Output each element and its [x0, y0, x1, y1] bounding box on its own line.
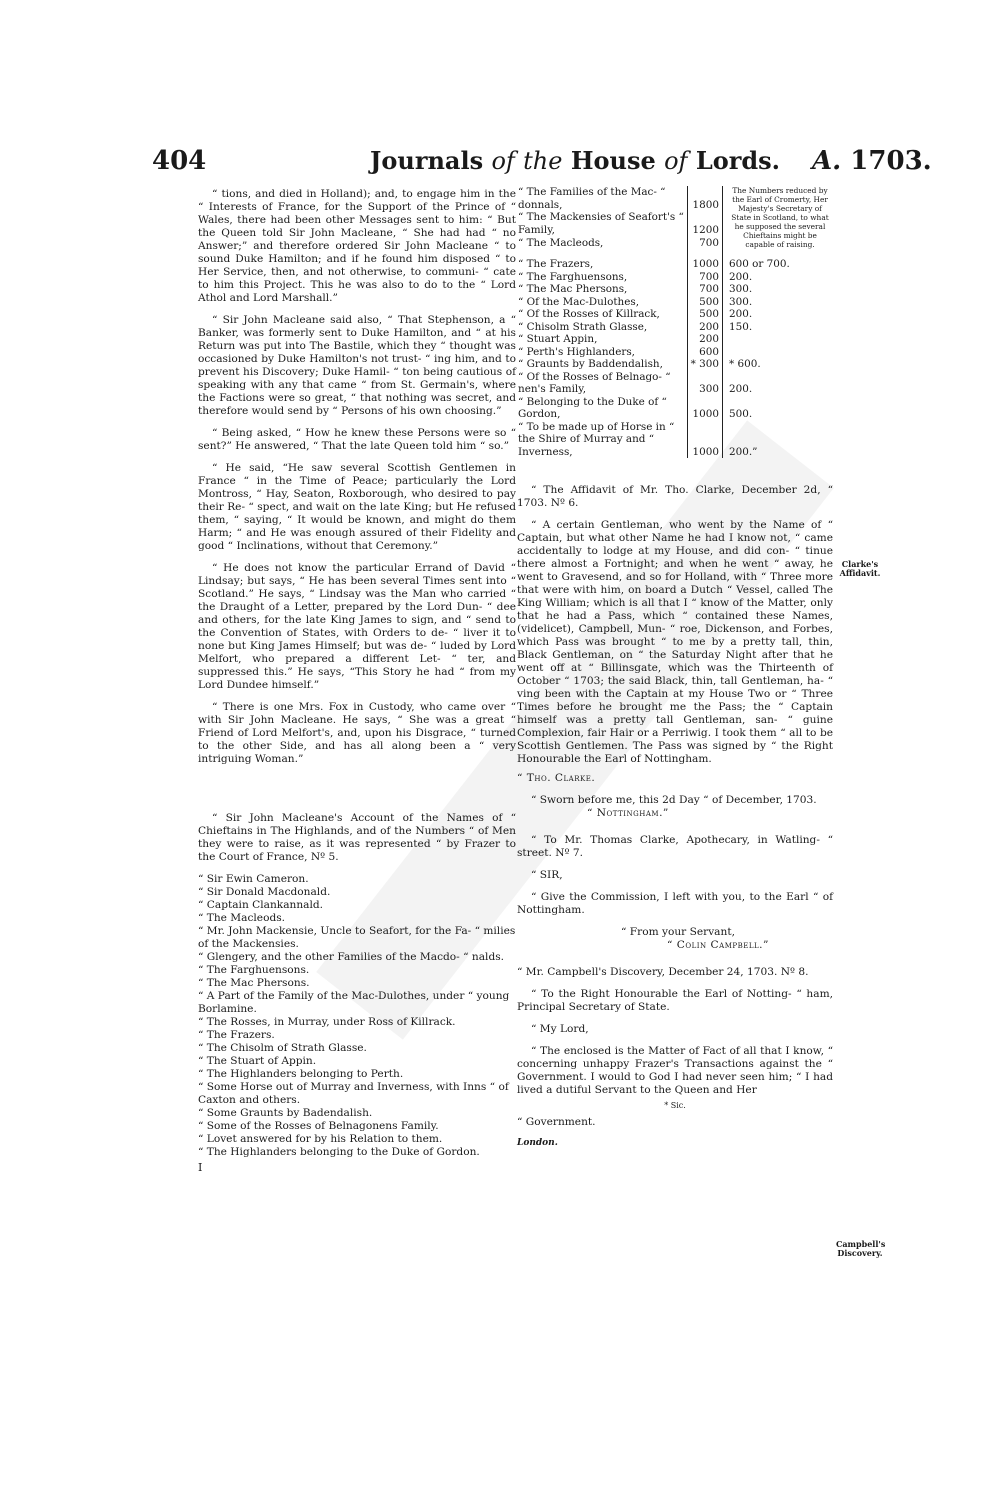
table-cell-number: * 300 — [688, 358, 723, 371]
table-row — [517, 396, 833, 421]
paragraph: “ tions, and died in Holland); and, to engage him in the “ Interests of France, for the Support of the Prince of “ Wales, there had been other Messages sent to him: “ But the Queen told Sir John Macleane, “ She had had “ no Answer;” and therefore ordered Sir John Macleane “ to sound Duke Hamilton; and if he found him disposed “ to Her Service, then, and not otherwise, to communi- “ cate to him this Project. This he was also to do to the “ Lord Athol and Lord Marshall.” — [198, 188, 516, 304]
letter-place: London. — [517, 1138, 558, 1148]
letter-signature: “ Colin Campbell.” — [667, 939, 769, 951]
table-cell-name: “ Belonging to the Duke of “ Gordon, — [518, 395, 667, 420]
list-item: “ Some Horse out of Murray and Inverness, with Inns “ of Caxton and others. — [198, 1081, 509, 1106]
table-cell-name: “ The Families of the Mac- “ donnals, — [518, 186, 666, 211]
table-cell-reduced: 150. — [729, 320, 753, 333]
table-cell-number: 200 — [688, 333, 723, 346]
table-row — [517, 371, 833, 396]
account-heading: “ Sir John Macleane's Account of the Names of “ Chieftains in The Highlands, and of the Numbers “ of Men they were to raise, as it was represented “ by Frazer to the Court of France, Nº 5. — [198, 812, 516, 863]
list-item: “ The Mac Phersons. — [198, 977, 310, 989]
list-item: “ Sir Donald Macdonald. — [198, 886, 331, 898]
title-word: House — [570, 146, 656, 175]
table-row — [517, 346, 833, 359]
table-cell-number: 700 — [688, 283, 723, 296]
table-cell-number: 200 — [688, 321, 723, 334]
table-cell-number: 1000 — [688, 396, 723, 421]
table-cell-name: “ The Frazers, — [518, 258, 594, 270]
table-cell-number: 600 — [688, 346, 723, 359]
list-item: “ Some of the Rosses of Belnagonens Family. — [198, 1120, 439, 1132]
table-cell-reduced: 300. — [729, 295, 753, 308]
year-value: 1703. — [850, 146, 932, 176]
table-cell-number: 1800 — [688, 186, 723, 211]
title-word: Journals — [370, 146, 484, 175]
table-cell-reduced: 500. — [729, 408, 753, 420]
margin-note-clarke: Clarke's Affidavit. — [839, 559, 881, 578]
sworn-statement: “ Sworn before me, this 2d Day “ of December, 1703. — [531, 794, 817, 806]
table-row — [517, 296, 833, 309]
table-cell-reduced: 200.” — [729, 445, 758, 458]
title-word: Lords. — [695, 146, 780, 175]
table-row — [517, 186, 833, 211]
list-item: “ The Frazers. — [198, 1029, 275, 1041]
discovery-title: “ Mr. Campbell's Discovery, December 24, 1703. Nº 8. — [517, 966, 809, 978]
list-item: “ Mr. John Mackensie, Uncle to Seafort, for the Fa- “ milies of the Mackensies. — [198, 925, 516, 950]
letter-closing: “ From your Servant, — [621, 926, 735, 938]
affidavit-signature: “ Tho. Clarke. — [517, 772, 596, 784]
paragraph: “ He does not know the particular Errand of David “ Lindsay; but says, “ He has been several Times sent into “ Scotland.” He says, “ Lindsay was the Man who carried “ the Draught of a Letter, prepared by the Lord Dun- “ dee and others, for the late King James to sign, and “ send to the Convention of States, with Orders to de- “ liver it to none but King James Himself; but was de- “ luded by Lord Melfort, who prepared a different Let- “ ter, and suppressed this.” He says, “This Story he had “ from my Lord Dundee himself.” — [198, 562, 516, 691]
table-cell-number: 700 — [688, 271, 723, 284]
table-row — [517, 258, 833, 271]
letter-salutation: “ SIR, — [531, 869, 563, 881]
table-cell-number: 300 — [688, 371, 723, 396]
table-cell-name: “ The Macleods, — [518, 236, 604, 249]
table-row — [517, 308, 833, 321]
title-word: of — [491, 147, 515, 175]
list-item: “ Lovet answered for by his Relation to them. — [198, 1133, 443, 1145]
table-cell-number: 700 — [688, 236, 723, 249]
table-cell-name: “ Chisolm Strath Glasse, — [518, 320, 648, 333]
table-row — [517, 421, 833, 459]
table-cell-number: 1000 — [688, 258, 723, 271]
table-cell-reduced: 200. — [729, 270, 753, 283]
table-cell-name: “ Graunts by Baddendalish, — [518, 358, 663, 370]
left-column — [198, 188, 516, 1174]
table-cell-name: “ Of the Mac-Dulothes, — [518, 295, 640, 308]
paragraph: “ There is one Mrs. Fox in Custody, who came over “ with Sir John Macleane. He says, “ She was a great “ Friend of Lord Melfort's, and, upon his Disgrace, “ turned to the other Side, and has all along been a “ very intriguing Woman.” — [198, 701, 516, 765]
table-cell-name: “ Of the Rosses of Killrack, — [518, 308, 660, 320]
table-cell-name: “ The Farghuensons, — [518, 270, 628, 283]
table-cell-name: “ To be made up of Horse in “ the Shire of Murray and “ Inverness, — [518, 420, 675, 458]
title-word: the — [523, 147, 563, 175]
letter-body: “ Give the Commission, I left with you, to the Earl “ of Nottingham. — [517, 891, 833, 916]
list-item: “ Sir Ewin Cameron. — [198, 873, 309, 885]
signature-mark: I — [198, 1161, 203, 1174]
table-gap-row — [517, 249, 833, 258]
list-item: “ Some Graunts by Badendalish. — [198, 1107, 373, 1119]
affidavit-title: “ The Affidavit of Mr. Tho. Clarke, December 2d, “ 1703. Nº 6. — [517, 484, 833, 509]
table-cell-reduced: 600 or 700. — [729, 258, 790, 270]
list-item: “ The Chisolm of Strath Glasse. — [198, 1042, 367, 1054]
page-number: 404 — [152, 146, 207, 176]
table-row — [517, 283, 833, 296]
list-item: “ The Highlanders belonging to the Duke of Gordon. — [198, 1146, 480, 1158]
sworn-signature: “ Nottingham.” — [587, 807, 669, 819]
list-item: “ The Macleods. — [198, 912, 286, 924]
year-prefix: A. — [812, 146, 842, 176]
table-cell-reduced — [723, 346, 834, 359]
table-row — [517, 321, 833, 334]
right-column — [517, 186, 833, 1138]
list-item: “ The Highlanders belonging to Perth. — [198, 1068, 404, 1080]
table-cell-number: 1200 — [688, 211, 723, 236]
running-year — [812, 146, 932, 186]
letter-address: “ To Mr. Thomas Clarke, Apothecary, in Watling- “ street. Nº 7. — [517, 834, 833, 859]
discovery-salutation: “ My Lord, — [531, 1023, 589, 1035]
table-cell-number: 500 — [688, 296, 723, 309]
paragraph: “ Being asked, “ How he knew these Persons were so “ sent?” He answered, “ That the late Queen told him “ so.” — [198, 427, 516, 452]
list-item: “ A Part of the Family of the Mac-Dulothes, under “ young Borlamine. — [198, 990, 510, 1015]
table-cell-name: “ The Mackensies of Seafort's “ Family, — [518, 211, 684, 236]
discovery-body: “ The enclosed is the Matter of Fact of all that I know, “ concerning unhappy Frazer's Transactions against the “ Government. I would to God I had never seen him; “ I had lived a dutiful Servant to the Queen and Her — [517, 1045, 833, 1096]
margin-note-campbell: Campbell's Discovery. — [836, 1239, 886, 1258]
paragraph: “ He said, “He saw several Scottish Gentlemen in France “ in the Time of Peace; particularly the Lord Montross, “ Hay, Seaton, Roxborough, who desired to pay their Re- “ spect, and wait on the late King; but He refused them, “ saying, “ It would be known, and might do them Harm; “ and He was enough assured of their Fidelity and good “ Inclinations, without that Ceremony.” — [198, 462, 516, 552]
table-row — [517, 358, 833, 371]
discovery-address: “ To the Right Honourable the Earl of Notting- “ ham, Principal Secretary of State. — [517, 988, 833, 1013]
title-word: of — [664, 147, 688, 175]
table-cell-reduced: 200. — [729, 383, 753, 395]
table-cell-reduced — [723, 333, 834, 346]
running-title — [370, 146, 780, 186]
paragraph: “ Sir John Macleane said also, “ That Stephenson, a “ Banker, was formerly sent to Duke Hamilton, and “ at his Return was put into The Bastile, which they “ thought was occasioned by Duke Hamilton's not trust- “ ing him, and to prevent his Discovery; Duke Hamil- “ ton being cautious of speaking with any that came “ from St. Germain's, where the Factions were so great, “ that nothing was secret, and therefore would send by “ Persons of his own choosing.” — [198, 314, 516, 417]
affidavit-body: “ A certain Gentleman, who went by the Name of “ Captain, but what other Name he had I know not, “ came accidentally to lodge at my House, and did con- “ tinue there almost a Fortnight; and when he went “ away, he went to Gravesend, and so for Holland, with “ Three more that were with him, on board a Dutch “ Vessel, called The King William; which is all that I “ know of the Matter, only that he had a Pass, which “ contained these Names, (videlicet), Campbell, Mun- “ roe, Dickenson, and Forbes, which Pass was brought “ to me by a pretty tall, thin, Black Gentleman, on “ the Saturday Night after that he went off at “ Billinsgate, which was the Thirteenth of October “ 1703; the said Black, thin, tall Gentleman, ha- “ ving been with the Captain at my House Two or “ Three Times before he brought me the Pass; the “ Captain himself was a pretty tall Gentleman, san- “ guine Complexion, fair Hair or a Perriwig. I took them “ all to be Scottish Gentlemen. The Pass was signed by “ the Right Honourable the Earl of Nottingham. — [517, 519, 833, 765]
table-cell-number: 500 — [688, 308, 723, 321]
table-cell-name: “ Of the Rosses of Belnago- “ nen's Family, — [518, 370, 671, 395]
table-cell-reduced: 200. — [729, 308, 753, 320]
list-item: “ The Farghuensons. — [198, 964, 310, 976]
table-cell-name: “ Stuart Appin, — [518, 333, 598, 345]
table-cell-name: “ The Mac Phersons, — [518, 283, 628, 295]
list-item: “ The Rosses, in Murray, under Ross of Killrack. — [198, 1016, 456, 1028]
table-cell-number: 1000 — [688, 421, 723, 459]
list-item: “ Glengery, and the other Families of the Macdo- “ nalds. — [198, 951, 505, 963]
list-item: “ The Stuart of Appin. — [198, 1055, 317, 1067]
footnote: * Sic. — [664, 1101, 686, 1110]
chieftain-list — [198, 873, 516, 1159]
chieftain-table — [517, 186, 833, 458]
table-cell-name: “ Perth's Highlanders, — [518, 345, 635, 358]
catchword: “ Government. — [517, 1116, 596, 1128]
table-cell-reduced: * 600. — [729, 358, 761, 370]
table-note: The Numbers reduced by the Earl of Cromerty, Her Majesty's Secretary of State in Scotland, to what he supposed the several Chieftains might be capable of raising. — [731, 186, 829, 249]
table-cell-reduced: 300. — [729, 283, 753, 295]
table-row — [517, 333, 833, 346]
list-item: “ Captain Clankannald. — [198, 899, 324, 911]
table-row — [517, 271, 833, 284]
